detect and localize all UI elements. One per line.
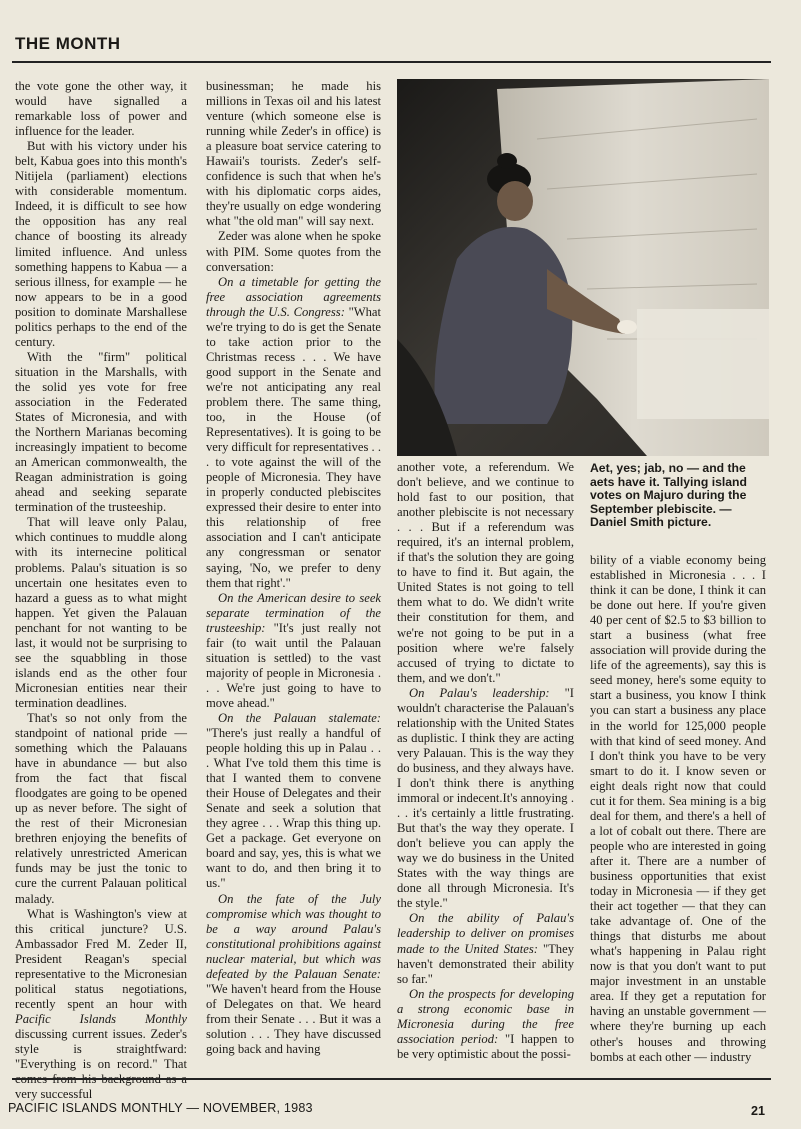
answer-text: "There's just really a handful of people holding this up in Palau . . . What I've told them this time is that I wanted them to convene their House of Delegates and their Senate and seek a solution that they agree . . . Wrap this thing up. Get a package. Get everyone on board and say, yes, this is what we want to do, and then bring it to us." <box>206 726 381 891</box>
answer-text: "We haven't heard from the House of Delegates on that. We heard from their Senate . . . But it was a solution . . . They have discussed going back and having <box>206 981 381 1056</box>
answer-text: "I wouldn't characterise the Palauan's relationship with the United States as duplistic. I think they are acting very Palauan. This is the way they do business, and they always have. I don't think there is anything immoral or indecent.It's annoying . . . it's certainly a little frustrating. But that's the way they operate. I don't believe you can apply the way we do business in the United States with the way things are done all through Micronesia. It's the style." <box>397 685 575 911</box>
question-text: On the American desire to seek separate termination of the trusteeship: <box>206 590 381 635</box>
interview-question <box>397 686 574 912</box>
interview-question <box>206 275 381 591</box>
article-column-1 <box>15 79 187 1102</box>
publication-name: Pacific Islands Monthly <box>15 1011 187 1026</box>
header-rule <box>12 61 771 63</box>
paragraph: bility of a viable economy being established in Micronesia . . . I think it can be done, I think it can be done out here. If you're given 40 per cent of $2.5 to $3 billion to start a business (what free association will provide during the life of the agreements), say this is seed money, here's some equity to start a business, you know I think you can start a business any place in the world for 125,000 people with that kind of seed money. And I don't think you have to be very smart to do it. I know seven or eight deals right now that could cut it for them. Sea mining is a big deal for them, and there's a hell of a lot of cobalt out there. There are people who are interested in going after it. There are a number of business opportunities that exist today in Micronesia — if they get their act together — that they can take advantage of. One of the things that disturbs me about what's happening in Palau right now is that you don't want to put major investment in an unstable area. If they get a reputation for having an unstable government — where they're burning up each other's houses and throwing bombs at each other — industry <box>590 553 766 1064</box>
paragraph: Zeder was alone when he spoke with PIM. Some quotes from the conversation: <box>206 229 381 274</box>
text-run: discussing current issues. Zeder's style is straightfward: "Everything is on record." That comes from his background as a very successful <box>15 1026 187 1102</box>
paragraph: That's so not only from the standpoint of national pride — something which the Palauans have in abundance — but also from the fact that fiscal floodgates are going to be opened up as never before. The sight of the rest of their Micronesian brethren enjoying the benefits of relatively unrestricted American funds may be just the tonic to cure the current Palauan political malady. <box>15 710 187 906</box>
question-text: On the fate of the July compromise which was thought to be a way around Palau's constitutional prohibitions against nuclear material, but which was defeated by the Palauan Senate: <box>206 891 381 981</box>
interview-question <box>206 711 381 892</box>
answer-text: "It's just really not fair (to wait until the Palauan situation is settled) to the vast majority of people in Micronesia . . . We're just going to have to move ahead." <box>206 620 381 710</box>
interview-question <box>397 911 574 986</box>
photo-vote-tally <box>397 79 769 456</box>
section-title: THE MONTH <box>15 34 121 53</box>
answer-text: "I happen to be very optimistic about the possi- <box>397 1031 574 1061</box>
question-text: On the ability of Palau's leadership to deliver on promises made to the United States: <box>397 911 574 956</box>
paragraph: With the "firm" political situation in the Marshalls, with the solid yes vote for free association in the Federated States of Micronesia, and with the Northern Marianas becoming increasingly impatient to become an American commonwealth, the Reagan administration is going ahead and seeking separate termination of the trusteeship. <box>15 349 187 515</box>
question-text: On Palau's leadership: <box>409 685 550 700</box>
paragraph: That will leave only Palau, which continues to muddle along with its internecine political problems. Palau's situation is so uncertain one hesitates even to hazard a guess as to what might happen. Yet given the Palauan penchant for not wanting to be last, it would not be surprising to see the squabbling in those islands end as the other four Micronesian entities near their termination deadlines. <box>15 515 187 710</box>
paragraph: the vote gone the other way, it would have signalled a remarkable loss of power and influence for the leader. <box>15 79 187 139</box>
answer-text: "What we're trying to do is get the Senate to take action prior to the Christmas recess . . . We have good support in the Senate and we're not anticipating any real problem there. The same thing, too, in the House (of Representatives). It is going to be very difficult for representatives . . . to vote against the will of the people of Micronesia. They have in properly conducted plebiscites expressed their desire to enter into this relationship of free association and I can't anticipate any congressman or senator saying, 'No, we prefer to deny them that right'." <box>206 304 381 590</box>
interview-question <box>206 892 381 1058</box>
paragraph: businessman; he made his millions in Texas oil and his latest venture (which someone else is running while Zeder's in office) is a pleasure boat service catering to Hawaii's tourists. Zeder's self-confidence is such that when he's with his diplomatic corps aides, they're usually on edge wondering what "the old man" will say next. <box>206 79 381 229</box>
photo-illustration <box>397 79 769 456</box>
article-column-3 <box>397 460 574 1074</box>
paragraph: But with his victory under his belt, Kabua goes into this month's Nitijela (parliament) elections with considerable momentum. Indeed, it is difficult to see how the opposition has any real chance of boosting its already limited influence. And unless something happens to Kabua — a serious illness, for example — he now appears to be in a good position to dominate Marshallese politics perhaps to the end of the century. <box>15 139 187 349</box>
article-column-2 <box>206 79 381 1074</box>
answer-text: "They haven't demonstrated their ability so far." <box>397 941 574 986</box>
article-column-4 <box>590 553 766 1074</box>
interview-question <box>206 591 381 711</box>
question-text: On the Palauan stalemate: <box>218 710 381 725</box>
text-run: What is Washington's view at this critical juncture? U.S. Ambassador Fred M. Zeder II, President Reagan's special representative to the Micronesian political status negotiations, recently spent an hour with <box>15 906 187 1011</box>
publication-footer: PACIFIC ISLANDS MONTHLY — NOVEMBER, 1983 <box>8 1101 313 1115</box>
paragraph: another vote, a referendum. We don't believe, and we continue to hold fast to our position, that another plebiscite is not necessary . . . But if a referendum was required, it's an internal problem, if that's the solution they are going to have to find it. But again, the United States is not going to tell them what to do. We didn't write their constitution for them, and we're not going to be put in a position where we're falsely accused of trying to dictate to them, and we don't." <box>397 460 574 685</box>
interview-question <box>397 987 574 1062</box>
photo-caption: Aet, yes; jab, no — and the aets have it. Tallying island votes on Majuro during the September plebiscite. — Daniel Smith picture. <box>590 461 747 530</box>
page-number: 21 <box>750 1104 765 1118</box>
paragraph <box>15 907 187 1103</box>
footer-rule <box>12 1078 771 1080</box>
question-text: On a timetable for getting the free association agreements through the U.S. Congress: <box>206 274 381 319</box>
question-text: On the prospects for developing a strong economic base in Micronesia during the free association period: <box>397 986 574 1046</box>
